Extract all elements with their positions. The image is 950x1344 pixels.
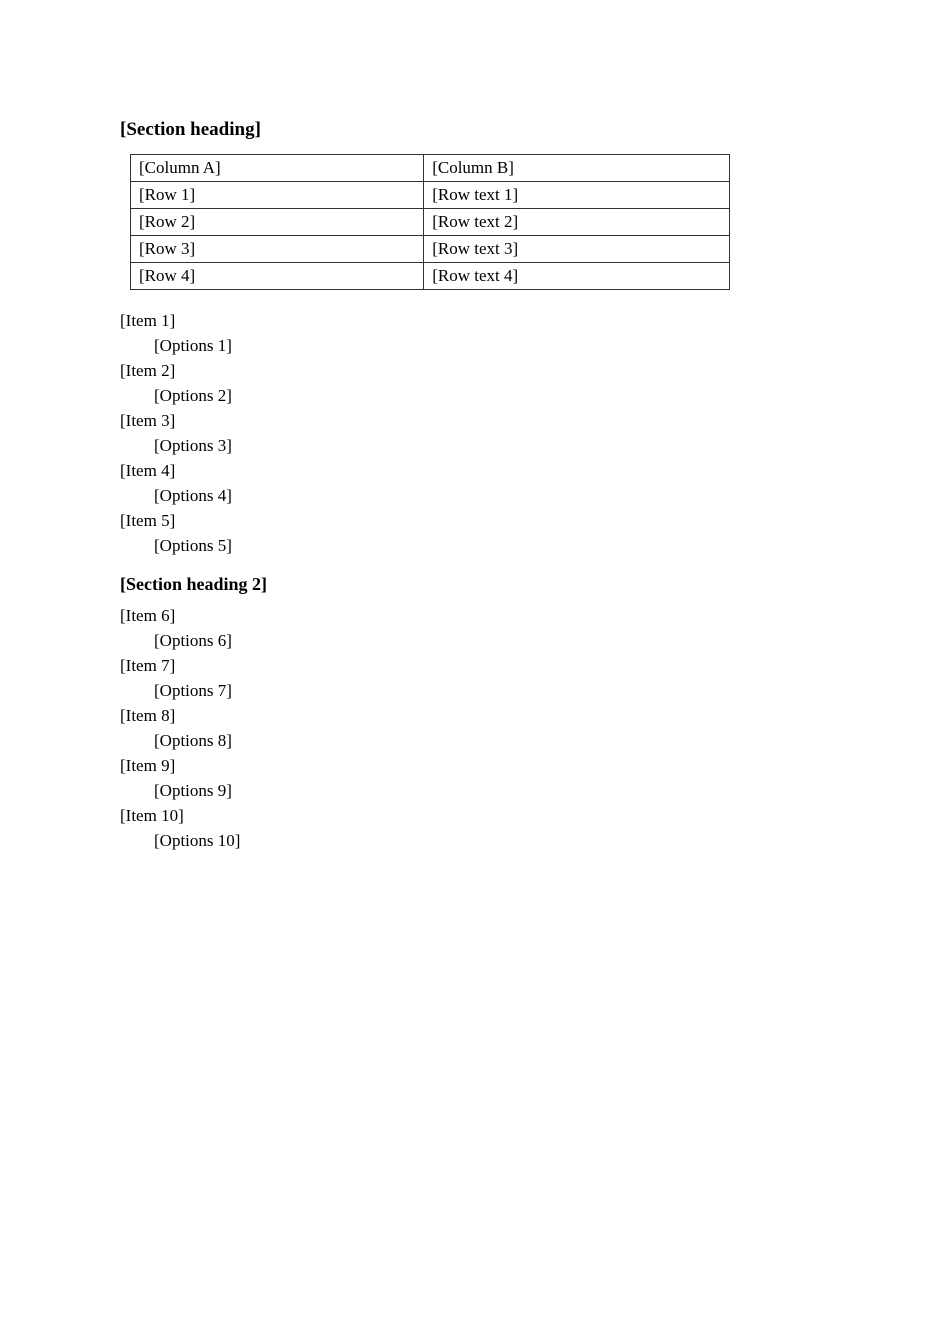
section-heading-2: [Section heading 2] [120,574,268,594]
question-options: [Options 5] [154,536,232,555]
question-options: [Options 10] [154,831,241,850]
question-stem: [Item 3] [120,411,176,430]
question-block [120,458,830,508]
question-stem: [Item 5] [120,511,176,530]
question-block [120,308,830,358]
table-cell: [Row 2] [131,209,424,236]
question-block [120,603,830,653]
question-options: [Options 6] [154,631,232,650]
question-options: [Options 2] [154,386,232,405]
question-options: [Options 3] [154,436,232,455]
table-row [131,236,730,263]
question-stem: [Item 9] [120,756,176,775]
table-header-row [131,155,730,182]
table-header-cell: [Column A] [131,155,424,182]
table-cell: [Row 3] [131,236,424,263]
question-options: [Options 8] [154,731,232,750]
question-stem: [Item 10] [120,806,184,825]
question-stem: [Item 2] [120,361,176,380]
question-block [120,358,830,408]
question-block [120,508,830,558]
question-options: [Options 4] [154,486,232,505]
question-block [120,408,830,458]
table-cell: [Row 4] [131,263,424,290]
question-options: [Options 7] [154,681,232,700]
question-stem: [Item 1] [120,311,176,330]
question-stem: [Item 4] [120,461,176,480]
question-stem: [Item 8] [120,706,176,725]
table-header-cell: [Column B] [424,155,730,182]
question-stem: [Item 7] [120,656,176,675]
question-options: [Options 9] [154,781,232,800]
section-heading: [Section heading] [120,119,261,140]
question-block [120,803,830,853]
table-row [131,263,730,290]
table-row [131,209,730,236]
question-block [120,703,830,753]
info-table [130,154,730,290]
question-block [120,653,830,703]
question-stem: [Item 6] [120,606,176,625]
table-cell: [Row text 4] [424,263,730,290]
table-cell: [Row text 2] [424,209,730,236]
table-cell: [Row text 1] [424,182,730,209]
table-cell: [Row text 3] [424,236,730,263]
table-row [131,182,730,209]
question-options: [Options 1] [154,336,232,355]
table-cell: [Row 1] [131,182,424,209]
question-block [120,753,830,803]
